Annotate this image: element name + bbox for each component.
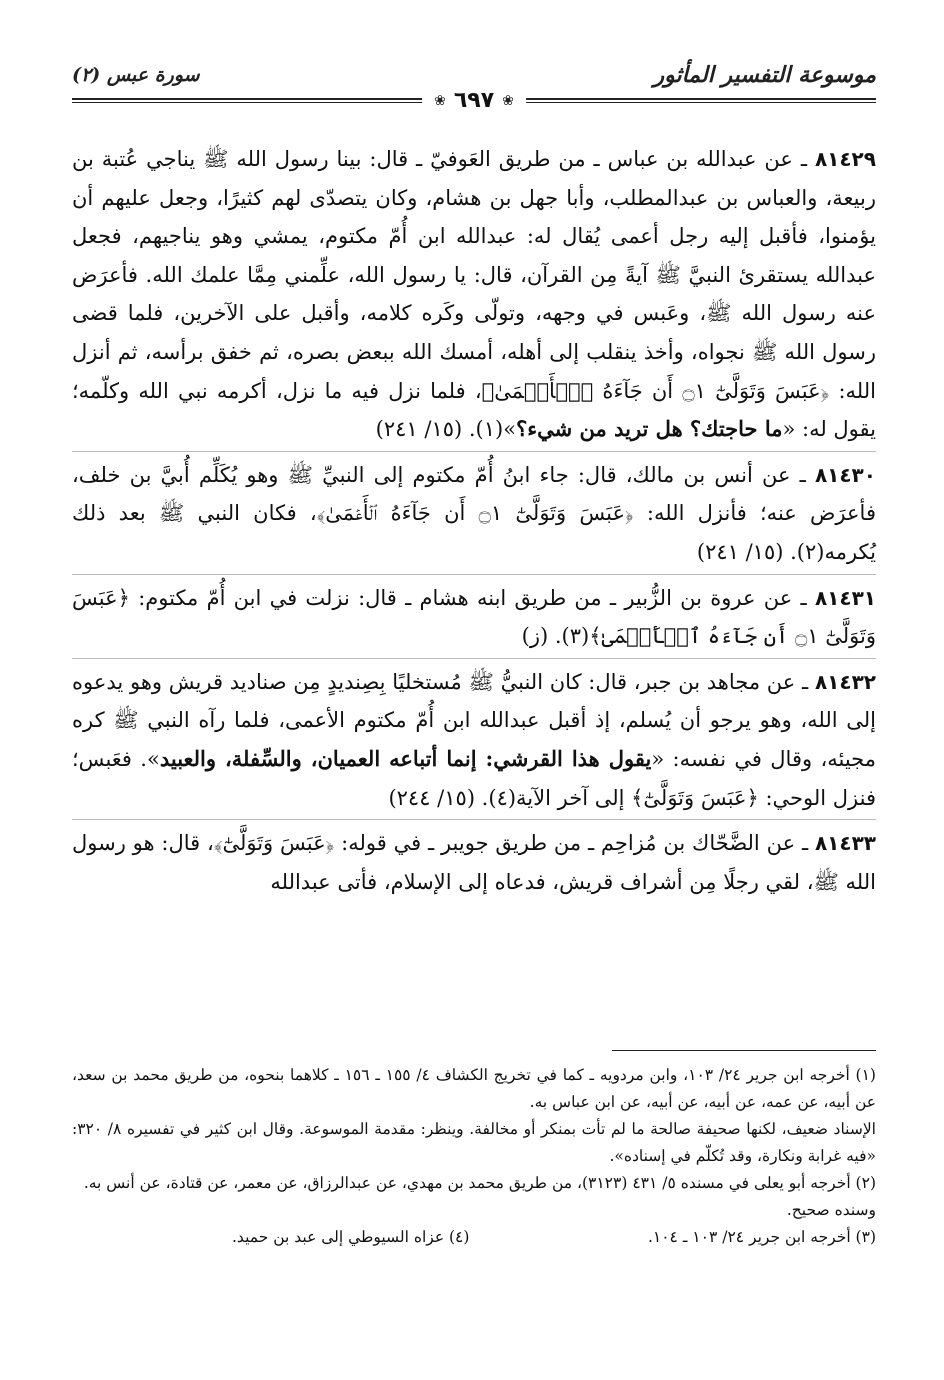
footnote-1-note: الإسناد ضعيف، لكنها صحيفة صالحة ما لم تأت بمنكر أو مخالفة. وينظر: مقدمة الموسوعة. وقال ابن كثير في تفسيره ٨/ ٣٢٠: «فيه غرابة ونكارة، وقد تُكلّم في إسناده». [72,1120,876,1165]
hadith-entry [72,824,876,901]
entry-number: ٨١٤٣٣ [814,831,876,856]
entry-number: ٨١٤٣١ [814,585,876,610]
entry-text: ـ عن عروة بن الزُّبير ـ من طريق ابنه هشام ـ قال: نزلت في ابن أُمّ مكتوم: ﴿عَبَسَ وَتَوَلَّىٰٓ ۝١ أَن جَآءَهُ ٱلۡأَعۡمَىٰ﴾(٣). (ز) [72,585,876,649]
book-title: موسوعة التفسير المأثور [653,62,876,88]
entry-text-after: ». فعَبس؛ فنزل الوحي: ﴿عَبَسَ وَتَوَلَّىٰٓ﴾ إلى آخر الآية(٤). (١٥/ ٢٤٤) [72,746,876,810]
hadith-entry [72,579,876,656]
entry-text: ـ عن أنس بن مالك، قال: جاء ابنُ أُمّ مكتوم إلى النبيِّ ﷺ وهو يُكَلِّم أُبيَّ بن خلف، فأعرَض عنه؛ فأنزل الله: ﴿عَبَسَ وَتَوَلَّىٰٓ ۝١ أَن جَآءَهُ ٱلۡأَعۡمَىٰ﴾، فكان النبي ﷺ بعد ذلك يُكرمه(٢). (١٥/ ٢٤١) [72,462,876,564]
footnote-rule [612,1050,876,1051]
footnotes [72,1062,876,1251]
entry-divider [72,658,876,659]
entry-divider [72,451,876,452]
hadith-entry [72,456,876,572]
entry-text-after: »(١). (١٥/ ٢٤١) [375,417,517,442]
entry-text: ـ عن الضَّحّاك بن مُزاحِم ـ من طريق جويبر ـ في قوله: ﴿عَبَسَ وَتَوَلَّىٰٓ﴾، قال: هو رسول الله ﷺ، لقي رجلًا مِن أشراف قريش، فدعاه إلى الإسلام، فأتى عبدالله [72,831,876,894]
footnote-1: (١) أخرجه ابن جرير ٢٤/ ١٠٣، وابن مردويه ـ كما في تخريج الكشاف ٤/ ١٥٥ ـ ١٥٦ ـ كلاهما بنحوه، من طريق محمد بن سعد، عن أبيه، عن عمه، عن أبيه، عن أبيه، عن ابن عباس به. [72,1066,876,1111]
hadith-entry [72,140,876,449]
entry-bold-quote: يقول هذا القرشي: إنما أتباعه العميان، والسِّفلة، والعبيد [159,745,652,771]
footnote-4: (٤) عزاه السيوطي إلى عبد بن حميد. [232,1228,470,1246]
entry-divider [72,819,876,820]
entry-bold-quote: ما حاجتك؟ هل تريد من شيء؟ [516,416,783,442]
main-text [72,140,876,903]
footnote-2-note: وسنده صحيح. [786,1201,876,1219]
entry-text: ـ عن عبدالله بن عباس ـ من طريق العَوفيّ ـ قال: بينا رسول الله ﷺ يناجي عُتبة بن ربيعة، والعباس بن عبدالمطلب، وأبا جهل بن هشام، وكان يتصدّى لهم كثيرًا، وجعل عليهم أن يؤمنوا، فأقبل إليه رجل أعمى يُقال له: عبدالله ابن أُمّ مكتوم، يمشي وهو يناجيهم، فجعل عبدالله يستقرئ النبيَّ ﷺ آيةً مِن القرآن، قال: يا رسول الله، علِّمني مِمَّا علمك الله. فأعرَض عنه رسول الله ﷺ، وعَبس في وجهه، وتولّى وكَره كلامه، وأقبل على الآخرين، فلما قضى رسول الله ﷺ نجواه، وأخذ ينقلب إلى أهله، أمسك الله ببعض بصره، ثم خفق برأسه، ثم أنزل الله: ﴿عَبَسَ وَتَوَلَّىٰٓ ۝١ أَن جَآءَهُ ٱلۡأَعۡمَىٰ﴾، فلما نزل فيه ما نزل، أكرمه نبي الله وكلّمه؛ يقول له: « [72,147,876,442]
surah-label: سورة عبس (٢) [72,64,200,86]
entry-number: ٨١٤٣٠ [814,462,876,487]
hadith-entry [72,663,876,817]
footnote-row [72,1224,876,1251]
ornament-icon: ❀ [502,92,514,109]
entry-number: ٨١٤٢٩ [814,147,876,171]
ornament-icon: ❀ [434,92,446,109]
page-header [72,62,876,116]
entry-divider [72,574,876,575]
page-number-box [422,88,526,113]
entry-text: ـ عن مجاهد بن جبر، قال: كان النبيُّ ﷺ مُستخليًا بِصِنديدٍ مِن صناديد قريش وهو يدعوه إلى الله، وهو يرجو أن يُسلم، إذ أقبل عبدالله ابن أُمّ مكتوم الأعمى، فلما رآه النبي ﷺ كره مجيئه، وقال في نفسه: « [72,669,876,771]
footnote-3: (٣) أخرجه ابن جرير ٢٤/ ١٠٣ ـ ١٠٤. [647,1228,876,1246]
footnote-2: (٢) أخرجه أبو يعلى في مسنده ٥/ ٤٣١ (٣١٢٣)، من طريق محمد بن مهدي، عن عبدالرزاق، عن معمر، عن قتادة، عن أنس به. [83,1174,876,1192]
entry-number: ٨١٤٣٢ [814,669,876,694]
page-number: ٦٩٧ [453,88,495,113]
